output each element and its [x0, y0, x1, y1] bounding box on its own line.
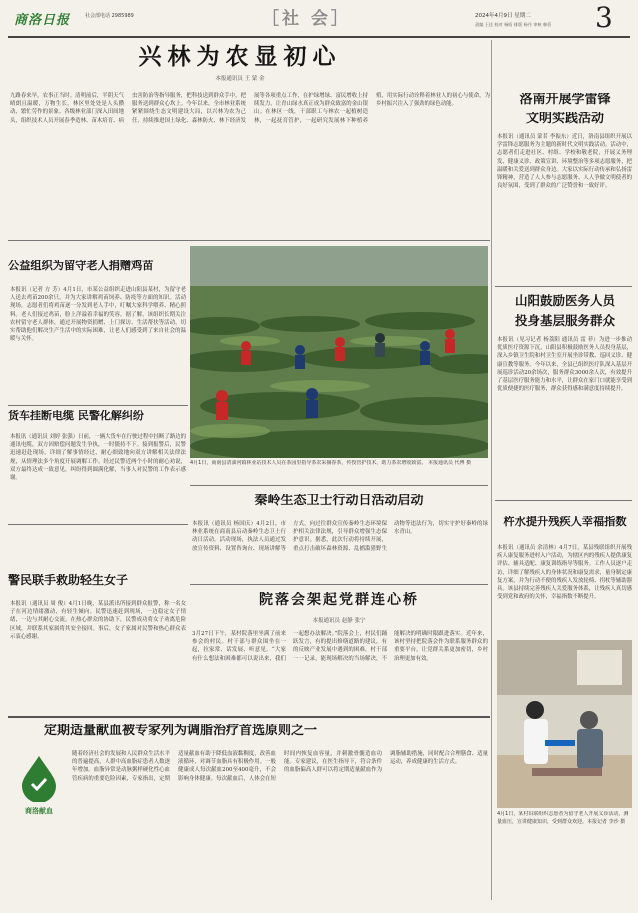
- clinic-illustration: [497, 640, 632, 808]
- elderly-headline: 公益组织为留守老人捐赠鸡苗: [8, 260, 154, 272]
- elderly-body: 本报讯（记者 方 芳）4月1日，市某公益组织走进山阳县某村，为留守老人送去鸡苗200余只，并为大家讲解鸡苗饲养、防疫等方面的知识。活动现场，志愿者们将鸡苗逐一分发到老人手中，叮嘱大家科学喂养、精心照料。老人们接过鸡苗，脸上洋溢着幸福的笑容。据了解，该组织长期关注农村留守老人群体，通过开展物资捐赠、上门探访、生活帮扶等活动，切实帮助他们解决生产生活中的实际困难，让老人们感受到了来自社会的温暖与关怀。: [10, 287, 186, 343]
- shanyang-headline-1: 山阳鼓励医务人员: [514, 294, 615, 308]
- police-headline: 警民联手救助轻生女子: [8, 574, 129, 587]
- tea-garden-illustration: [190, 246, 488, 458]
- cancan-body: 本报讯（通讯员 余清林）4月7日，某县残联组织开展残疾人康复服务进村入户活动，为辖区内的残疾人提供康复评估、辅具适配、康复训练指导等服务。工作人员逐户走访，详细了解残疾人的身体状况和康复需求，量身制定康复方案，并为行动不便的残疾人发放轮椅、拐杖等辅助器具。该县持续完善残疾人关爱服务体系，让残疾人真切感受到党和政府的关怀，幸福指数不断提升。: [497, 545, 632, 601]
- party-headline: 院落会架起党群连心桥: [259, 592, 419, 608]
- elderly-rule: [8, 240, 490, 241]
- shanyang-headline-2: 投身基层服务群众: [514, 314, 615, 328]
- party-rule: [190, 584, 488, 585]
- page-number: 3: [595, 1, 613, 34]
- power-rule: [8, 405, 188, 406]
- tea-garden-caption: 4月1日，商南县清油河镇林业站技术人员在茶园里指导茶农采摘春茶，传授管护技术，助力茶农增收致富。 本报通讯员 代博 摄: [190, 460, 472, 466]
- tea-garden-photo: [190, 246, 488, 458]
- lead-byline: 本报通讯员 王 蒙 金: [215, 76, 265, 82]
- party-byline: 本报通讯员 赵静 张宁: [312, 618, 366, 624]
- paper-name: 商洛日报: [14, 13, 71, 28]
- issue-date: 2024年4月9日 星期二: [475, 13, 531, 19]
- lead-headline: 兴林为农显初心: [138, 44, 342, 70]
- clinic-caption: 4月1日，某村妇联组织志愿者为留守老人开展义诊活动，测量血压，宣讲健康知识，受到群众欢迎。本报记者 李沙 摄: [497, 811, 629, 825]
- masthead-rule: [8, 36, 630, 38]
- bottom-headline: 定期适量献血被专家列为调脂治疗首选原则之一: [44, 724, 318, 738]
- section-title: ［社 会］: [262, 9, 351, 29]
- right-top-body: 本报讯（通讯员 蒙茗 李振东）近日，洛南县组织开展以学雷锋志愿服务为主题的新时代文明实践活动。活动中，志愿者们走进社区、村组、学校和敬老院，开展义务理发、健康义诊、政策宣讲、环境整治等多项志愿服务，把温暖和关爱送到群众身边。大家以实际行动传承和弘扬雷锋精神，营造了人人参与志愿服务、人人争做文明使者的良好氛围，受到了群众的广泛赞誉和一致好评。: [497, 134, 632, 190]
- party-body: 3月27日下午，某村院落里坐满了前来参会的村民。村干部与群众围坐在一起，拉家常、话发展、听意见。“大家有什么想法和困难都可以说出来，我们一起想办法解决。”院落会上，村民们踊跃发言，有的提出修缮道路的建议，有的反映产业发展中遇到的困难，村干部一一记录，能现场解决的当场解决，不能解决的明确时限跟进落实。近年来，该村坚持把院落会作为联系服务群众的重要平台，让党群关系更加密切，乡村治理更加有效。: [192, 631, 488, 662]
- blood-logo: [10, 752, 68, 818]
- power-headline: 货车挂断电缆 民警化解纠纷: [8, 410, 144, 422]
- bottom-rule: [8, 716, 490, 718]
- shanyang-rule: [495, 500, 632, 501]
- bottom-body: 随着经济社会的发展和人民群众生活水平的普遍提高，人群中高血脂症患者人数逐年增加。血脂异常是动脉粥样硬化性心血管疾病的重要危险因素，专家指出，定期适量献血有助于降低血液黏稠度，改善血液循环，对调节血脂具有积极作用。一般健康成人每次献血200至400毫升，不会影响身体健康。每次献血后，人体会在短时间内恢复血容量，并刺激骨髓造血功能。专家建议，在医生指导下，符合条件的血脂偏高人群可以将定期适量献血作为调脂辅助措施，同时配合合理膳食、适量运动，养成健康的生活方式。: [72, 751, 488, 782]
- shanyang-body: 本报讯（见习记者 杨荔阳 通讯员 雷 菲）为进一步推动优质医疗资源下沉，山阳县积极鼓励医务人员投身基层，深入乡镇卫生院和村卫生室开展坐诊带教、巡回义诊、健康宣教等服务。今年以来，全县已组织医疗队深入基层开展巡诊活动20余场次，服务群众3000余人次，有效提升了基层医疗服务能力和水平，让群众在家门口就能享受到优质便捷的医疗服务，群众获得感和满意度持续提升。: [497, 337, 632, 393]
- lead-body: 九路春来早，农事正当时。清明前后，半阴天气晴朗且温暖，万物生长，林区里处处是人头攒动、繁忙劳作的景象。各级林业部门深入田间地头，组织技术人员开展春季造林、苗木培育、病虫害防治等指导服务，把科技送到群众手中，把服务送到群众心坎上。今年以来，全市林业系统紧紧围绕生态文明建设大局，以兴林为农为己任，持续推进国土绿化、森林防火、林下经济发展等各项重点工作，在护绿增绿、富民增收上持续发力，让青山绿水真正成为群众致富的金山银山。在林区一线，干部职工与林农一起植树造林，一起抚育管护，一起研究发展林下种植养殖，用实际行动诠释着林业人的初心与使命，为乡村振兴注入了强劲的绿色动能。: [10, 93, 490, 124]
- issue-info: 社会部电话 2985989: [85, 13, 134, 19]
- right-top-rule: [495, 286, 632, 287]
- qinling-rule: [190, 485, 488, 486]
- right-top-headline-2: 文明实践活动: [525, 112, 604, 126]
- blood-drop-icon: [10, 752, 68, 802]
- paper-logo: [14, 9, 76, 28]
- power-body: 本报讯（通讯员 刘婷 张强）日前，一辆大货车在行驶过程中挂断了路边的通讯电缆，双方因赔偿问题发生争执，一时僵持不下。接到报警后，民警迅速赶赴现场，详细了解事情经过，耐心细致地向双方讲解相关法律法规，从情理法多个角度开展调解工作。经过民警近两个小时的耐心劝说，双方最终达成一致意见，纠纷得到圆满化解，当事人对民警的工作表示感谢。: [10, 434, 186, 482]
- police-rule: [8, 524, 188, 525]
- qinling-body: 本报讯（通讯员 杨国庆）4月2日，市林业系统在商南县启动秦岭生态卫士行动日活动。活动现场，执法人员通过发放宣传资料、设置咨询台、现场讲解等方式，向过往群众宣传秦岭生态环境保护相关法律法规，引导群众增强生态保护意识。据悉，此次行动将持续开展，重点打击破坏森林资源、乱捕滥猎野生动物等违法行为，切实守护好秦岭的绿水青山。: [192, 521, 488, 552]
- right-column-rule: [491, 40, 492, 900]
- cancan-headline: 杵水提升残疾人幸福指数: [503, 516, 627, 528]
- masthead: [0, 0, 638, 40]
- editor-line: 责编 王佳 校对 杨昭 排版 杨丹 审核 韩蓓: [475, 22, 552, 27]
- qinling-headline: 秦岭生态卫士行动日活动启动: [254, 494, 424, 508]
- police-body: 本报讯（通讯员 周 俊）4月1日晚，某县派出所接到群众报警，称一名女子在河边情绪激动，有轻生倾向。民警迅速赶到现场，一边稳定女子情绪，一边与其耐心交流。在热心群众的协助下，民警成功将女子劝离危险区域，并联系其家属将其安全接回。事后，女子家属对民警和热心群众表示衷心感谢。: [10, 601, 186, 640]
- blood-logo-text: 商洛献血: [25, 807, 53, 815]
- right-top-headline-1: 洛南开展学雷锋: [519, 93, 611, 107]
- clinic-photo: [497, 640, 632, 808]
